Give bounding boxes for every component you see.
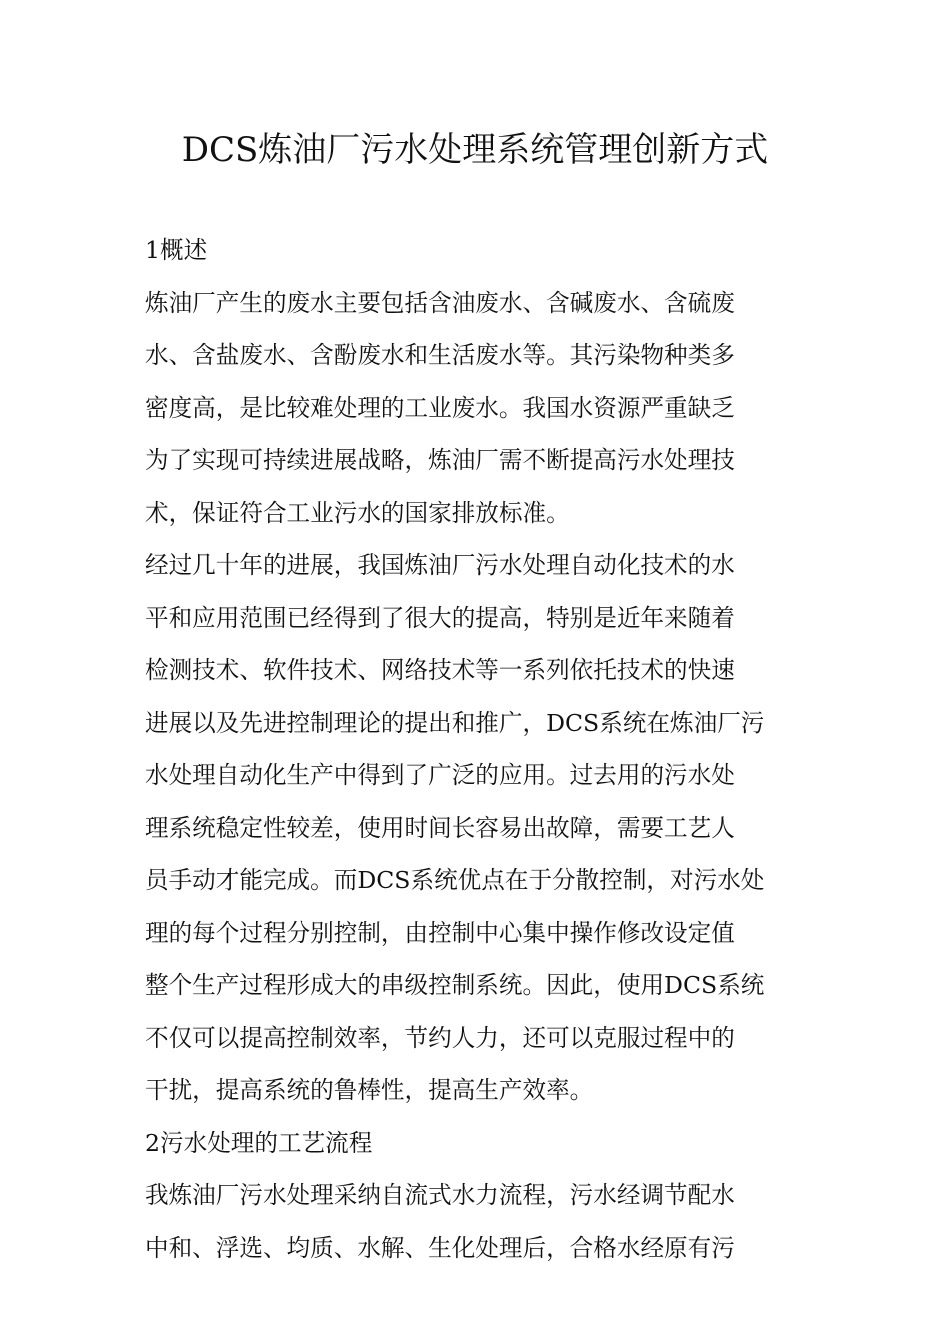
body-line: 不仅可以提高控制效率，节约人力，还可以克服过程中的: [145, 1023, 735, 1052]
body-line: 检测技术、软件技术、网络技术等一系列依托技术的快速: [145, 656, 735, 684]
body-line: 理的每个过程分别控制，由控制中心集中操作修改设定值: [145, 918, 735, 947]
body-line: 经过几十年的进展，我国炼油厂污水处理自动化技术的水: [145, 551, 735, 579]
body-line: 水、含盐废水、含酚废水和生活废水等。其污染物种类多: [145, 341, 735, 369]
section-heading: 2污水处理的工艺流程: [145, 1128, 373, 1157]
body-line: 员手动才能完成。而DCS系统优点在于分散控制，对污水处: [145, 866, 765, 894]
body-line: 术，保证符合工业污水的国家排放标准。: [145, 498, 570, 527]
body-line: 水处理自动化生产中得到了广泛的应用。过去用的污水处: [145, 761, 735, 789]
document-title: DCS炼油厂污水处理系统管理创新方式: [181, 130, 769, 170]
body-line: 理系统稳定性较差，使用时间长容易出故障，需要工艺人: [145, 813, 735, 842]
body-line: 为了实现可持续进展战略，炼油厂需不断提高污水处理技: [145, 446, 735, 474]
document-body: [145, 224, 807, 1274]
body-line: 炼油厂产生的废水主要包括含油废水、含碱废水、含硫废: [145, 288, 735, 317]
body-line: 干扰，提高系统的鲁棒性，提高生产效率。: [145, 1076, 594, 1104]
body-line: 密度高，是比较难处理的工业废水。我国水资源严重缺乏: [145, 393, 735, 422]
body-line: 我炼油厂污水处理采纳自流式水力流程，污水经调节配水: [145, 1181, 735, 1209]
body-line: 整个生产过程形成大的串级控制系统。因此，使用DCS系统: [145, 971, 765, 999]
body-line: 平和应用范围已经得到了很大的提高，特别是近年来随着: [145, 603, 735, 632]
section-heading: 1概述: [145, 236, 208, 264]
body-line: 进展以及先进控制理论的提出和推广，DCS系统在炼油厂污: [145, 708, 765, 737]
body-line: 中和、浮选、均质、水解、生化处理后，合格水经原有污: [145, 1233, 735, 1262]
